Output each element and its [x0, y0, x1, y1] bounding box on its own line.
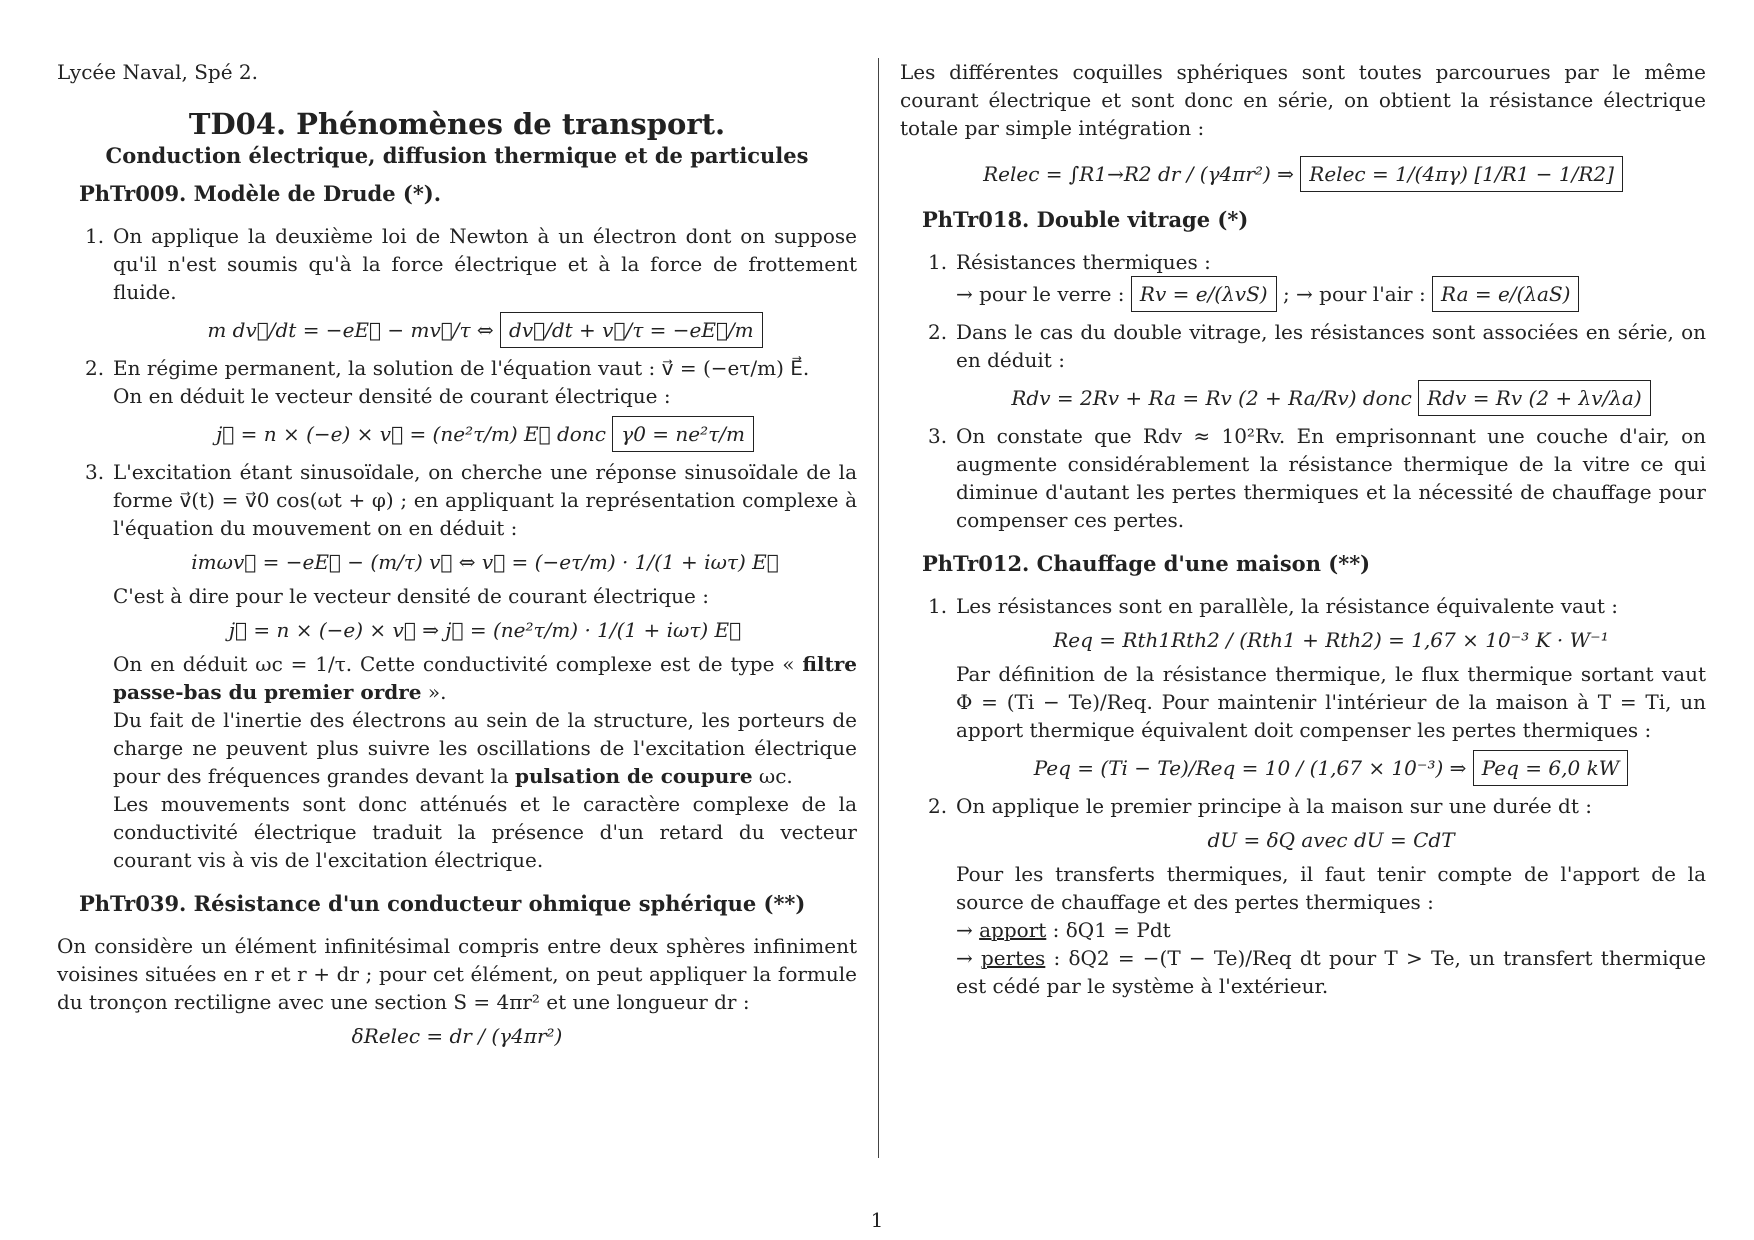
list-item	[900, 592, 1706, 786]
paragraph: Dans le cas du double vitrage, les résistances sont associées en série, on en déduit :	[956, 320, 1706, 372]
column-divider	[878, 58, 879, 1158]
list-item	[900, 792, 1706, 1000]
text-run: ; → pour l'air :	[1282, 282, 1426, 306]
item-number: 3.	[928, 424, 948, 448]
equation: δRelec = dr / (γ4πr²)	[351, 1024, 563, 1048]
equation: Req = Rth1Rth2 / (Rth1 + Rth2) = 1,67 × 10⁻³ K · W⁻¹	[1053, 628, 1609, 652]
emphasis: filtre passe-bas du premier ordre	[113, 652, 858, 704]
text-run: On en déduit ωc = 1/τ. Cette conductivité complexe est de type «	[113, 652, 795, 676]
paragraph: On applique le premier principe à la maison sur une durée dt :	[956, 794, 1592, 818]
paragraph: On applique la deuxième loi de Newton à un électron dont on suppose qu'il n'est soumis qu'à la force électrique et à la force de frottement fluide.	[113, 224, 857, 304]
paragraph	[956, 944, 1706, 1000]
paragraph: On considère un élément infinitésimal compris entre deux sphères infiniment voisines situées en r et r + dr ; pour cet élément, on peut appliquer la formule du tronçon rectiligne avec une section S = 4πr² et une longueur dr :	[57, 934, 857, 1014]
text-run: : δQ2 = −(T − Te)/Req dt pour T > Te, un transfert thermique est cédé par le système à l'extérieur.	[956, 946, 1706, 998]
boxed-result: Peq = 6,0 kW	[1473, 750, 1629, 786]
underlined-term: pertes	[980, 946, 1046, 970]
paragraph	[956, 916, 1706, 944]
list-item	[900, 422, 1706, 534]
equation: dU = δQ avec dU = CdT	[1207, 828, 1455, 852]
boxed-result: γ0 = ne²τ/m	[612, 416, 754, 452]
paragraph	[113, 650, 857, 706]
paragraph: Les résistances sont en parallèle, la résistance équivalente vaut :	[956, 594, 1618, 618]
arrow-icon: →	[956, 946, 973, 970]
item-number: 2.	[928, 320, 948, 344]
paragraph: Les mouvements sont donc atténués et le caractère complexe de la conductivité électrique traduit la présence d'un retard du vecteur courant vis à vis de l'excitation électrique.	[113, 792, 857, 872]
text-run: ωc.	[758, 764, 793, 788]
text-run: Du fait de l'inertie des électrons au sein de la structure, les porteurs de charge ne peuvent plus suivre les oscillations de l'excitation électrique pour des fréquences grandes devant la	[113, 708, 857, 788]
text-run: : δQ1 = Pdt	[1052, 918, 1171, 942]
item-number: 2.	[928, 794, 948, 818]
paragraph	[113, 706, 857, 790]
document-title: TD04. Phénomènes de transport.	[188, 107, 726, 141]
paragraph: C'est à dire pour le vecteur densité de courant électrique :	[113, 584, 709, 608]
paragraph: L'excitation étant sinusoïdale, on cherche une réponse sinusoïdale de la forme v⃗(t) = v⃗0 cos(ωt + φ) ; en appliquant la représentation complexe à l'équation du mouvement on en déduit :	[113, 460, 857, 540]
text-run: ».	[427, 680, 447, 704]
section-spherical-title: PhTr039. Résistance d'un conducteur ohmique sphérique (**)	[79, 891, 806, 916]
section-drude-title: PhTr009. Modèle de Drude (*).	[79, 181, 442, 206]
emphasis: pulsation de coupure	[515, 764, 753, 788]
equation: j⃗ = n × (−e) × v⃗ ⇒ j⃗ = (ne²τ/m) · 1/(1 + iωτ) E⃗	[228, 618, 742, 642]
paragraph: Résistances thermiques :	[956, 250, 1211, 274]
paragraph: On en déduit le vecteur densité de courant électrique :	[113, 384, 671, 408]
paragraph	[956, 276, 1706, 312]
item-number: 2.	[85, 356, 105, 380]
paragraph: En régime permanent, la solution de l'équation vaut : v⃗ = (−eτ/m) E⃗.	[113, 356, 810, 380]
list-item	[900, 248, 1706, 312]
item-number: 3.	[85, 460, 105, 484]
section-double-glazing-title: PhTr018. Double vitrage (*)	[922, 207, 1249, 232]
list-item	[57, 222, 857, 348]
right-column	[900, 58, 1706, 1006]
list-item	[57, 458, 857, 874]
boxed-result: Rv = e/(λvS)	[1131, 276, 1277, 312]
header: Lycée Naval, Spé 2.	[57, 60, 258, 84]
item-number: 1.	[85, 224, 105, 248]
boxed-result: Rdv = Rv (2 + λv/λa)	[1418, 380, 1650, 416]
item-number: 1.	[928, 250, 948, 274]
equation-text: Peq = (Ti − Te)/Req = 10 / (1,67 × 10⁻³) ⇒	[1033, 756, 1467, 780]
arrow-icon: →	[956, 918, 973, 942]
equation	[900, 156, 1706, 192]
boxed-result: Relec = 1/(4πγ) [1/R1 − 1/R2]	[1300, 156, 1623, 192]
list-item	[57, 354, 857, 452]
paragraph: On constate que Rdv ≈ 10²Rv. En emprisonnant une couche d'air, on augmente considérablement la résistance thermique de la vitre ce qui diminue d'autant les pertes thermiques et la nécessité de chauffage pour compenser ces pertes.	[956, 424, 1706, 532]
equation-text: j⃗ = n × (−e) × v⃗ = (ne²τ/m) E⃗ donc	[216, 422, 606, 446]
item-number: 1.	[928, 594, 948, 618]
equation	[956, 750, 1706, 786]
boxed-result: dv⃗/dt + v⃗/τ = −eE⃗/m	[500, 312, 763, 348]
equation	[956, 380, 1706, 416]
equation: imωv⃗ = −eE⃗ − (m/τ) v⃗ ⇔ v⃗ = (−eτ/m) · 1/(1 + iωτ) E⃗	[191, 550, 779, 574]
equation	[113, 416, 857, 452]
paragraph: Par définition de la résistance thermique, le flux thermique sortant vaut Φ = (Ti − Te)/Req. Pour maintenir l'intérieur de la maison à T = Ti, un apport thermique équivalent doit compenser les pertes thermiques :	[956, 662, 1706, 742]
text-run: → pour le verre :	[956, 282, 1125, 306]
paragraph: Les différentes coquilles sphériques sont toutes parcourues par le même courant électrique et sont donc en série, on obtient la résistance électrique totale par simple intégration :	[900, 60, 1706, 140]
document-subtitle: Conduction électrique, diffusion thermique et de particules	[105, 143, 809, 168]
left-column	[57, 58, 857, 1056]
underlined-term: apport	[979, 918, 1047, 942]
equation-text: Relec = ∫R1→R2 dr / (γ4πr²) ⇒	[983, 162, 1294, 186]
section-house-heating-title: PhTr012. Chauffage d'une maison (**)	[922, 551, 1371, 576]
paragraph: Pour les transferts thermiques, il faut tenir compte de l'apport de la source de chauffage et des pertes thermiques :	[956, 862, 1706, 914]
boxed-result: Ra = e/(λaS)	[1432, 276, 1579, 312]
page-number: 1	[870, 1208, 884, 1232]
equation	[113, 312, 857, 348]
equation-text: Rdv = 2Rv + Ra = Rv (2 + Ra/Rv) donc	[1011, 386, 1412, 410]
equation-text: m dv⃗/dt = −eE⃗ − mv⃗/τ ⇔	[207, 318, 494, 342]
list-item	[900, 318, 1706, 416]
